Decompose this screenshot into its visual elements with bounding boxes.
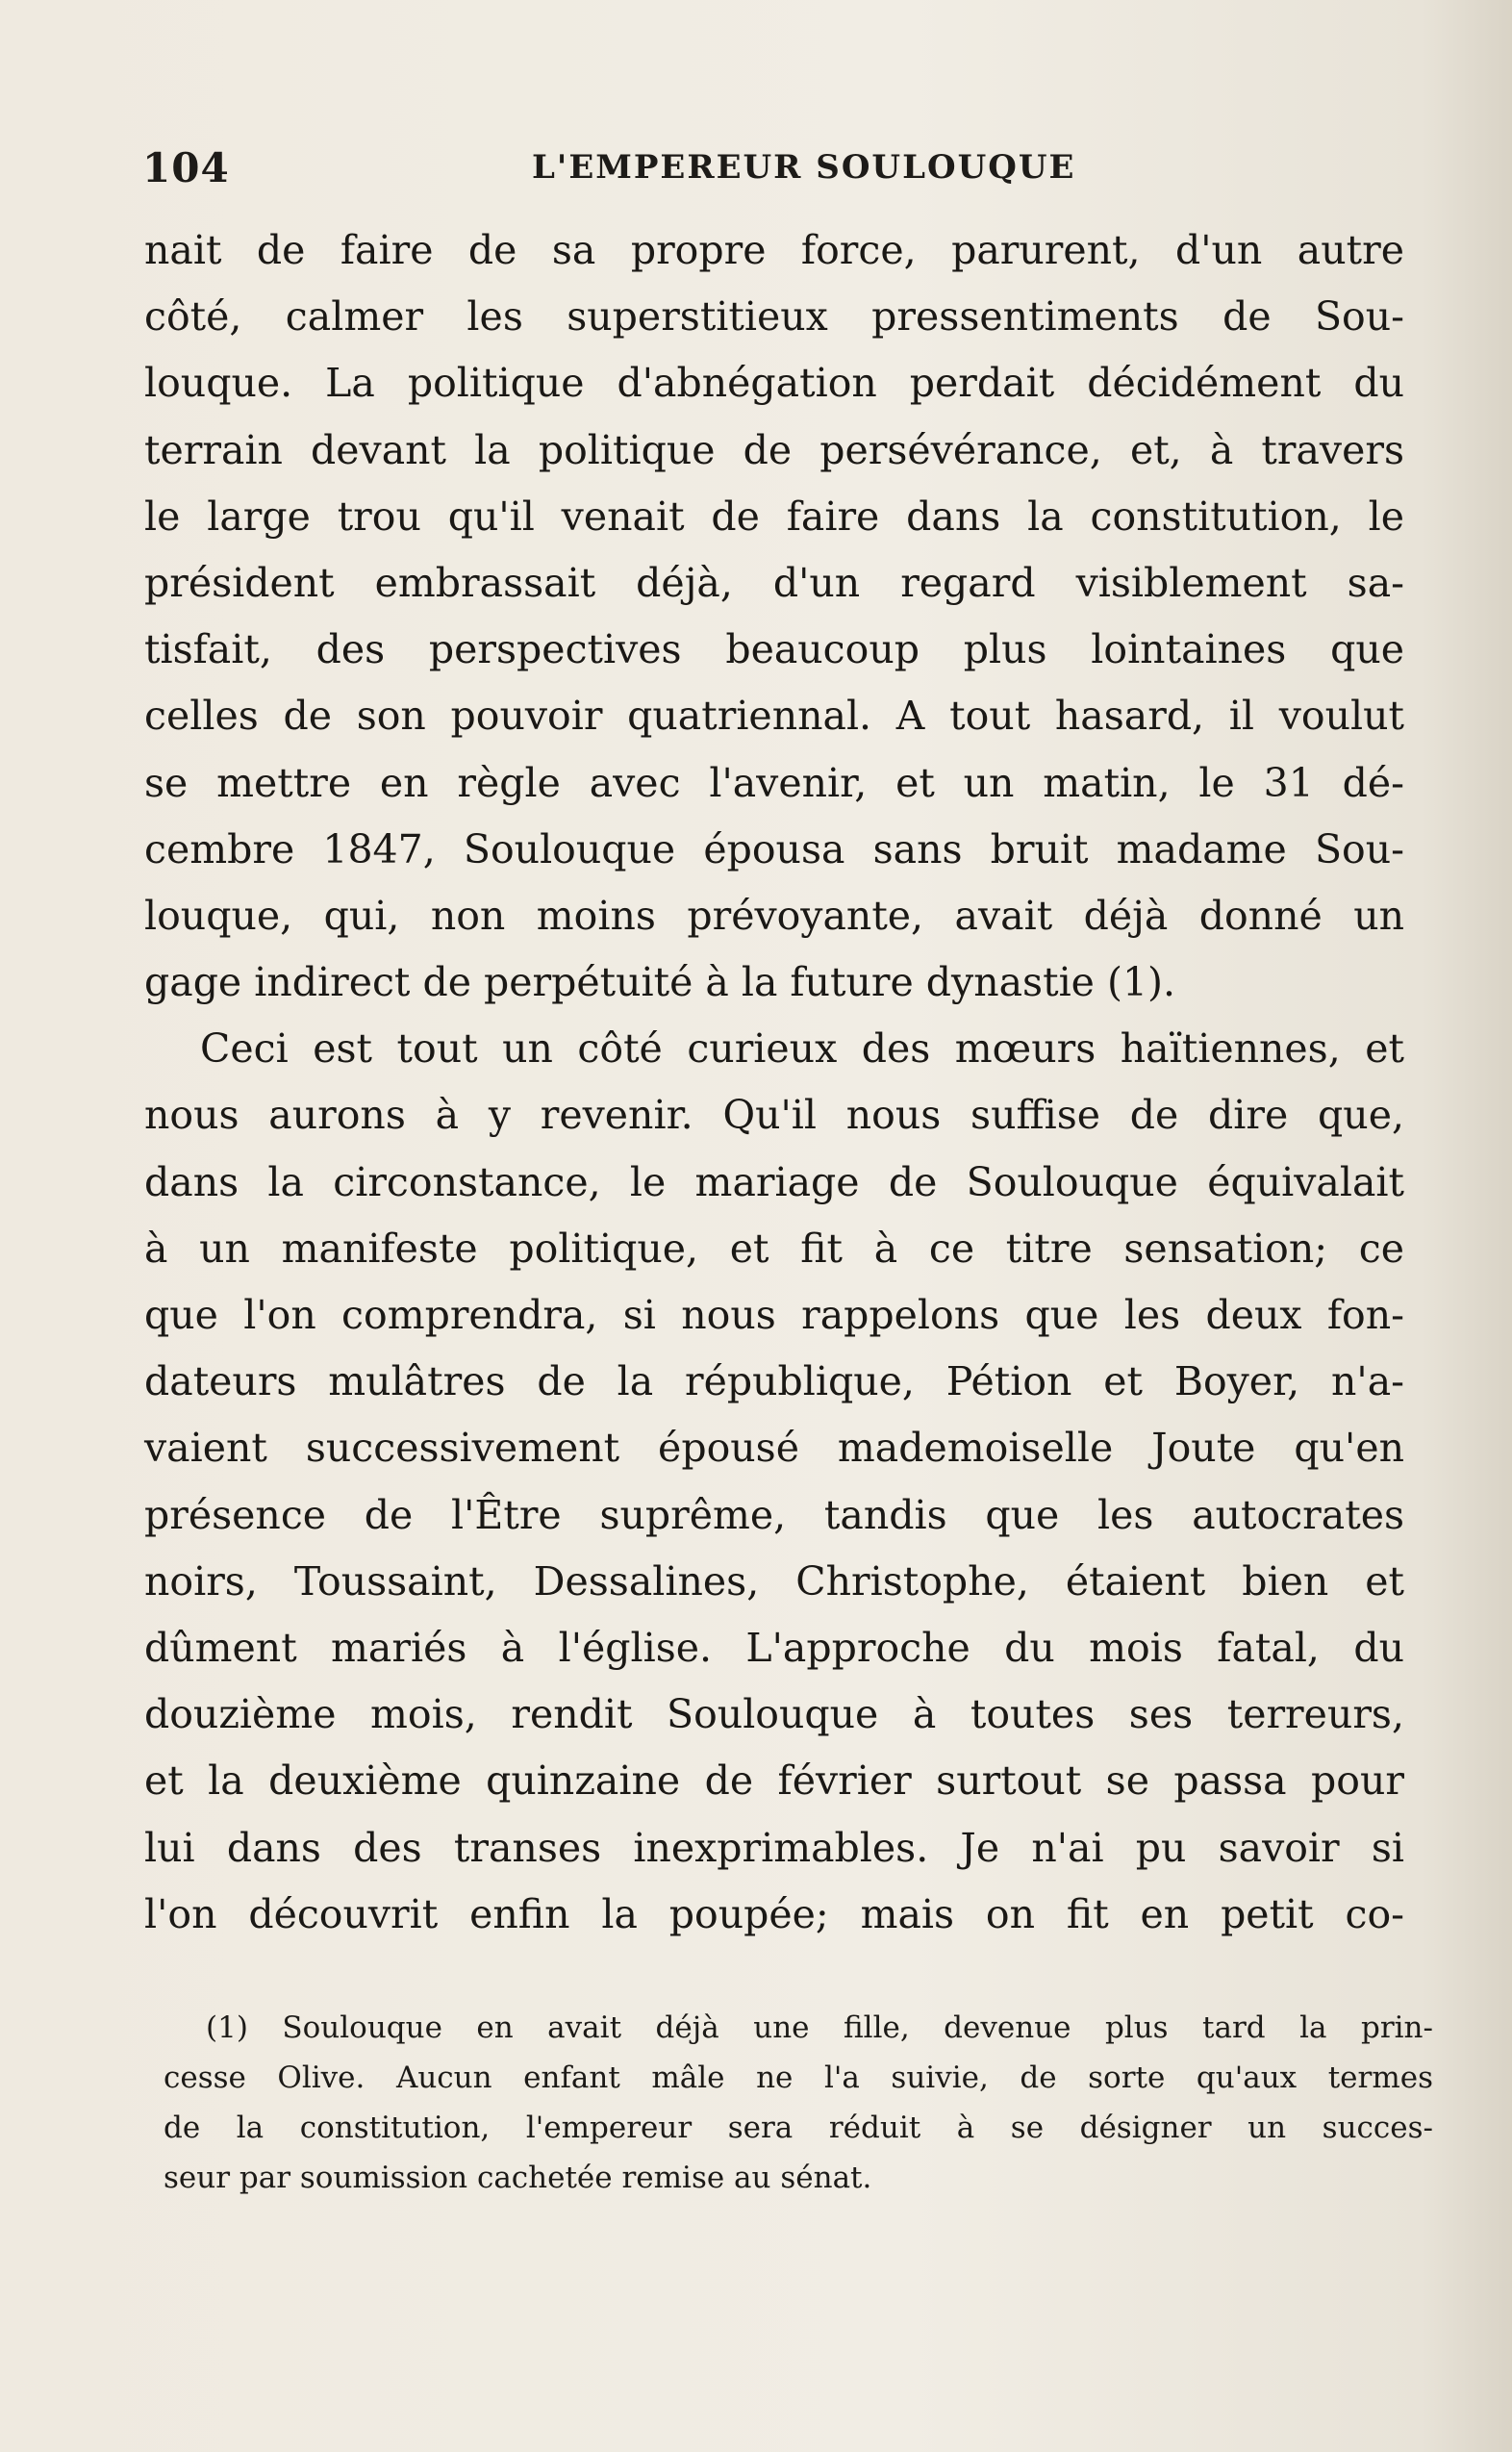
text-line: se mettre en règle avec l'avenir, et un matin, le 31 dé-	[144, 759, 1404, 806]
text-line: que l'on comprendra, si nous rappelons que les deux fon-	[144, 1292, 1404, 1338]
text-line: cembre 1847, Soulouque épousa sans bruit madame Sou-	[144, 825, 1404, 872]
page-number: 104	[142, 144, 230, 191]
main-text	[144, 217, 1404, 1948]
text-line: louque. La politique d'abnégation perdait décidément du	[144, 360, 1404, 407]
text-line: Ceci est tout un côté curieux des mœurs haïtiennes, et	[200, 1025, 1404, 1073]
footnote	[164, 2003, 1433, 2203]
footnote-line: de la constitution, l'empereur sera réduit à se désigner un succes-	[164, 2111, 1433, 2145]
footnote-line: (1) Soulouque en avait déjà une fille, devenue plus tard la prin-	[206, 2010, 1433, 2045]
text-line: dans la circonstance, le mariage de Soulouque équivalait	[144, 1158, 1404, 1205]
text-line: terrain devant la politique de persévérance, et, à travers	[144, 426, 1404, 473]
text-line: gage indirect de perpétuité à la future dynastie (1).	[144, 959, 1176, 1006]
text-line: l'on découvrit enfin la poupée; mais on fit en petit co-	[144, 1890, 1404, 1937]
text-line: dateurs mulâtres de la république, Pétion et Boyer, n'a-	[144, 1358, 1404, 1405]
text-line: dûment mariés à l'église. L'approche du mois fatal, du	[144, 1624, 1404, 1671]
text-line: président embrassait déjà, d'un regard visiblement sa-	[144, 559, 1404, 606]
footnote-line: cesse Olive. Aucun enfant mâle ne l'a suivie, de sorte qu'aux termes	[164, 2060, 1433, 2095]
text-line: le large trou qu'il venait de faire dans la constitution, le	[144, 493, 1404, 540]
running-title: L'EMPEREUR SOULOUQUE	[532, 148, 1076, 187]
text-line: tisfait, des perspectives beaucoup plus lointaines que	[144, 626, 1404, 673]
page-header	[142, 142, 1422, 200]
text-line: vaient successivement épousé mademoiselle Joute qu'en	[144, 1425, 1404, 1472]
text-line: douzième mois, rendit Soulouque à toutes ses terreurs,	[144, 1691, 1404, 1738]
text-line: lui dans des transes inexprimables. Je n'ai pu savoir si	[144, 1824, 1404, 1871]
text-line: celles de son pouvoir quatriennal. A tout hasard, il voulut	[144, 693, 1404, 740]
text-line: nait de faire de sa propre force, parurent, d'un autre	[144, 227, 1404, 273]
text-line: et la deuxième quinzaine de février surtout se passa pour	[144, 1757, 1404, 1805]
text-line: nous aurons à y revenir. Qu'il nous suffise de dire que,	[144, 1092, 1404, 1139]
text-line: côté, calmer les superstitieux pressentiments de Sou-	[144, 293, 1404, 341]
text-line: à un manifeste politique, et fit à ce titre sensation; ce	[144, 1225, 1404, 1272]
text-line: noirs, Toussaint, Dessalines, Christophe, étaient bien et	[144, 1557, 1404, 1605]
footnote-line: seur par soumission cachetée remise au sénat.	[164, 2161, 872, 2195]
text-line: louque, qui, non moins prévoyante, avait déjà donné un	[144, 892, 1404, 939]
text-line: présence de l'Être suprême, tandis que les autocrates	[144, 1491, 1404, 1538]
